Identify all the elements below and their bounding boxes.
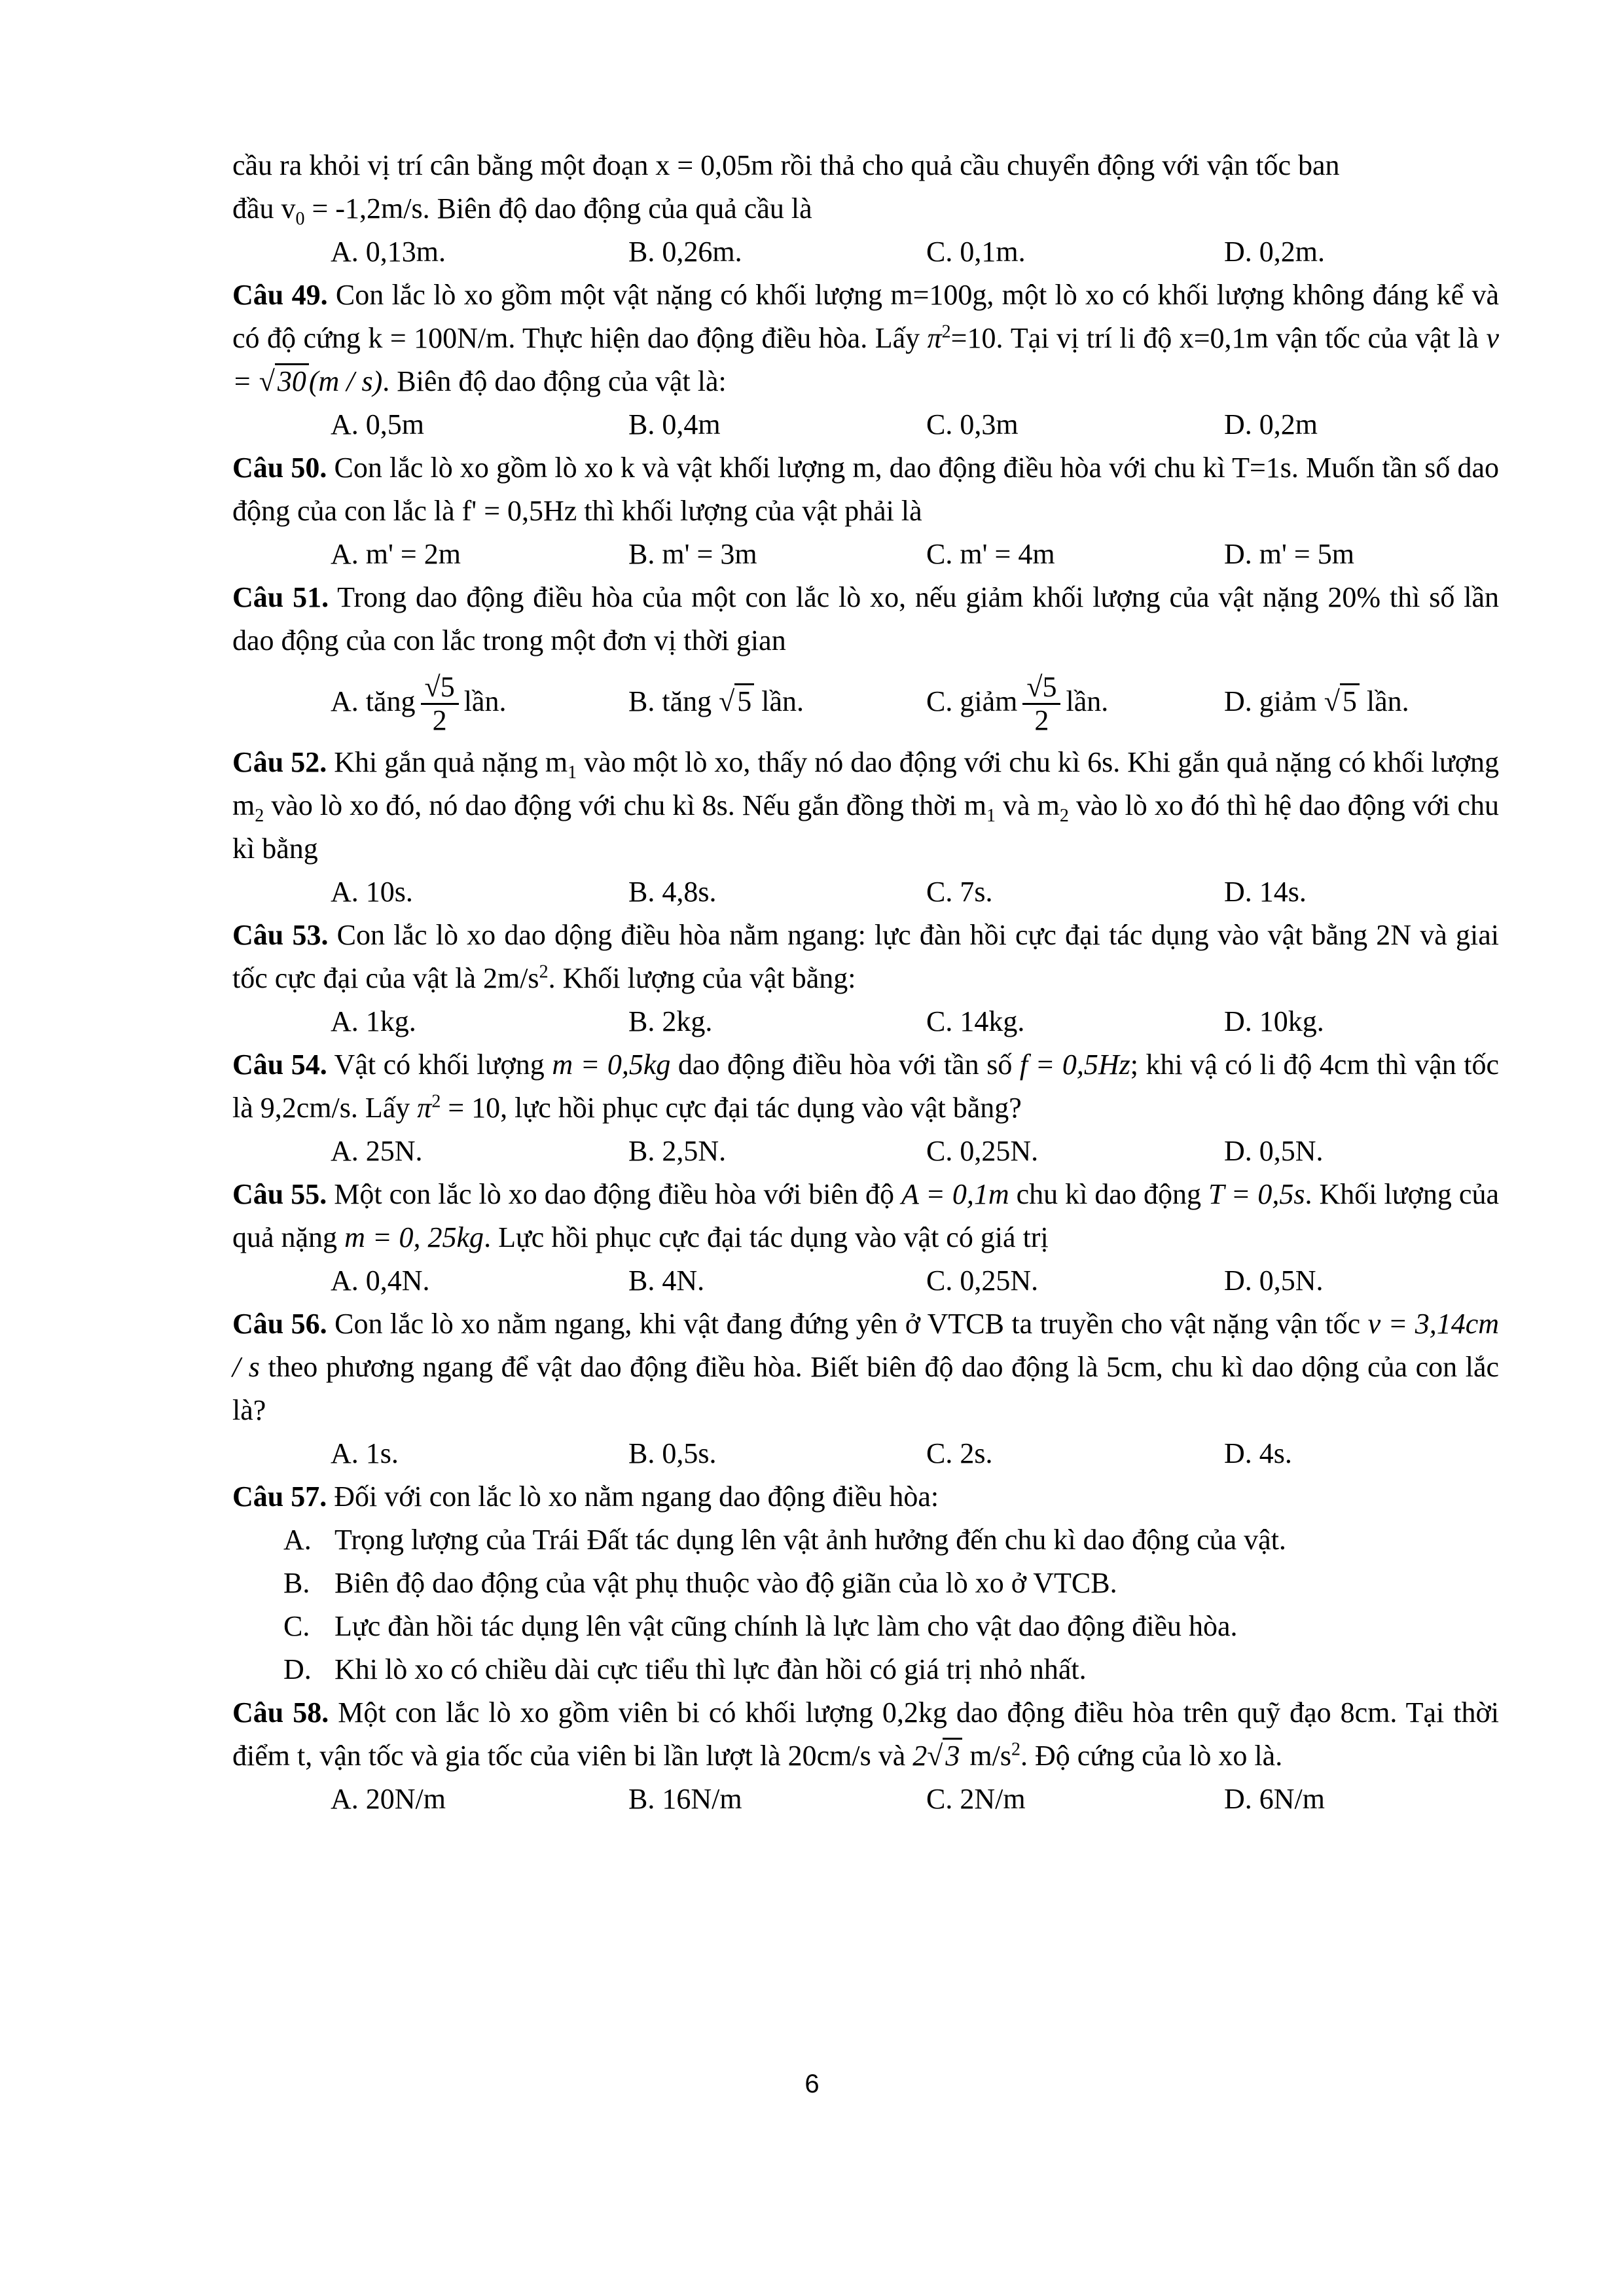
option-b: B. tăng √5 lần. (628, 662, 926, 741)
option-d: D. 0,5N. (1224, 1135, 1324, 1167)
option-b: B. 4N. (628, 1265, 705, 1297)
question-52-options (232, 870, 1499, 914)
option-a: A. 0,4N. (331, 1265, 430, 1297)
option-c: C. 2N/m (926, 1783, 1026, 1815)
option-d: D. 0,5N. (1224, 1265, 1324, 1297)
option-a: A. 0,5m (331, 408, 424, 440)
option-a: A. 1s. (331, 1437, 399, 1469)
option-b: B. Biên độ dao động của vật phụ thuộc vào độ giãn của lò xo ở VTCB. (283, 1567, 1117, 1599)
option-c: C. m' = 4m (926, 538, 1055, 570)
option-c: C. 0,25N. (926, 1135, 1039, 1167)
intro-line-1: cầu ra khỏi vị trí cân bằng một đoạn x = 0,05m rồi thả cho quả cầu chuyển động với vận tốc ban (232, 149, 1340, 181)
question-label: Câu 52. (232, 746, 327, 778)
intro-options (232, 230, 1499, 274)
question-56: Câu 56. Con lắc lò xo nằm ngang, khi vật đang đứng yên ở VTCB ta truyền cho vật nặng vận tốc v = 3,14cm / s theo phương ngang để vật dao động điều hòa. Biết biên độ dao động là 5cm, chu kì dao dộng của con lắc là? (232, 1308, 1499, 1426)
question-53-options (232, 1000, 1499, 1043)
question-label: Câu 58. (232, 1696, 329, 1729)
option-b: B. 2,5N. (628, 1135, 727, 1167)
question-label: Câu 56. (232, 1308, 327, 1340)
option-b: B. 0,5s. (628, 1437, 717, 1469)
option-d: D. m' = 5m (1224, 538, 1354, 570)
option-b: B. 2kg. (628, 1005, 713, 1037)
question-50-options (232, 533, 1499, 576)
question-57: Câu 57. Đối với con lắc lò xo nằm ngang dao động điều hòa: (232, 1480, 939, 1513)
question-label: Câu 50. (232, 452, 327, 484)
question-51-options (232, 662, 1499, 741)
page-content (232, 144, 1499, 1821)
question-54: Câu 54. Vật có khối lượng m = 0,5kg dao động điều hòa với tần số f = 0,5Hz; khi vậ có li độ 4cm thì vận tốc là 9,2cm/s. Lấy $\pi^2 = 10$, lực hồi phục cực đại tác dụng vào vật bằng? (232, 1049, 1500, 1124)
option-a: A. 0,13m. (331, 236, 446, 268)
option-d: D. 4s. (1224, 1437, 1292, 1469)
option-c: C. 2s. (926, 1437, 993, 1469)
question-55-options (232, 1259, 1499, 1302)
question-58-options (232, 1778, 1499, 1821)
option-a: A. tăng $\frac{√5}{2}$ lần. (331, 671, 507, 737)
option-b: B. 4,8s. (628, 876, 717, 908)
option-a: A. 20N/m (331, 1783, 446, 1815)
option-d: D. 6N/m (1224, 1783, 1325, 1815)
option-d: D. 0,2m (1224, 408, 1318, 440)
option-b: B. 16N/m (628, 1783, 742, 1815)
intro-line-2: đầu $v_0 = -1,2m/s$. Biên độ dao động của quả cầu là (232, 192, 812, 229)
option-d: D. giảm √5 lần. (1224, 662, 1409, 741)
option-c: C. 0,3m (926, 408, 1019, 440)
question-label: Câu 57. (232, 1480, 327, 1513)
option-d: D. 10kg. (1224, 1005, 1324, 1037)
question-54-options (232, 1130, 1499, 1173)
acceleration-formula: 2√3 (912, 1738, 962, 1772)
question-label: Câu 55. (232, 1178, 327, 1210)
option-b: B. 0,4m (628, 408, 721, 440)
option-b: B. m' = 3m (628, 538, 757, 570)
option-c: C. 7s. (926, 876, 993, 908)
option-c: C. 0,1m. (926, 236, 1026, 268)
question-label: Câu 49. (232, 279, 328, 311)
question-52: Câu 52. Khi gắn quả nặng $m_1$ vào một lò xo, thấy nó dao động với chu kì 6s. Khi gắn quả nặng có khối lượng $m_2$ vào lò xo đó, nó dao động với chu kì 8s. Nếu gắn đồng thời $m_1$ và $m_2$ vào lò xo đó thì hệ dao động với chu kì bằng (232, 746, 1499, 865)
question-50: Câu 50. Con lắc lò xo gồm lò xo k và vật khối lượng m, dao động điều hòa với chu kì T=1s. Muốn tần số dao động của con lắc là f' = 0,5Hz thì khối lượng của vật phải là (232, 452, 1500, 527)
option-a: A. 1kg. (331, 1005, 416, 1037)
option-a: A. Trọng lượng của Trái Đất tác dụng lên vật ảnh hưởng đến chu kì dao động của vật. (283, 1524, 1286, 1556)
option-d: D. 14s. (1224, 876, 1307, 908)
option-a: A. 25N. (331, 1135, 423, 1167)
question-58: Câu 58. Một con lắc lò xo gồm viên bi có khối lượng 0,2kg dao động điều hòa trên quỹ đạo 8cm. Tại thời điểm t, vận tốc và gia tốc của viên bi lần lượt là 20cm/s và 2√3 $m/s^2$. Độ cứng của lò xo là. (232, 1696, 1499, 1772)
option-d: D. Khi lò xo có chiều dài cực tiểu thì lực đàn hồi có giá trị nhỏ nhất. (283, 1653, 1087, 1685)
question-56-options (232, 1432, 1499, 1475)
option-c: C. 14kg. (926, 1005, 1025, 1037)
page-number: 6 (804, 2070, 820, 2098)
question-49-options (232, 403, 1499, 446)
question-53: Câu 53. Con lắc lò xo dao dộng điều hòa nằm ngang: lực đàn hồi cực đại tác dụng vào vật bằng 2N và giai tốc cực đại của vật là $2m/s^2$. Khối lượng của vật bằng: (232, 919, 1499, 994)
option-c: C. 0,25N. (926, 1265, 1039, 1297)
option-c: C. giảm $\frac{√5}{2}$ lần. (926, 671, 1109, 737)
question-label: Câu 51. (232, 581, 329, 613)
option-a: A. m' = 2m (331, 538, 461, 570)
question-label: Câu 53. (232, 919, 329, 951)
option-d: D. 0,2m. (1224, 236, 1325, 268)
question-label: Câu 54. (232, 1049, 327, 1081)
question-49: Câu 49. Con lắc lò xo gồm một vật nặng có khối lượng m=100g, một lò xo có khối lượng không đáng kể và có độ cứng k = 100N/m. Thực hiện dao động điều hòa. Lấy $\pi^2=10$. Tại vị trí li độ x=0,1m vận tốc của vật là v = √30(m / s). Biên độ dao động của vật là: (232, 279, 1499, 397)
velocity-formula: v = √30(m / s) (232, 322, 1499, 397)
option-c: C. Lực đàn hồi tác dụng lên vật cũng chính là lực làm cho vật dao động điều hòa. (283, 1610, 1238, 1642)
option-b: B. 0,26m. (628, 236, 742, 268)
question-55: Câu 55. Một con lắc lò xo dao động điều hòa với biên độ A = 0,1m chu kì dao động T = 0,5s. Khối lượng của quả nặng m = 0, 25kg. Lực hồi phục cực đại tác dụng vào vật có giá trị (232, 1178, 1499, 1253)
question-51: Câu 51. Trong dao động điều hòa của một con lắc lò xo, nếu giảm khối lượng của vật nặng 20% thì số lần dao động của con lắc trong một đơn vị thời gian (232, 581, 1499, 656)
option-a: A. 10s. (331, 876, 413, 908)
